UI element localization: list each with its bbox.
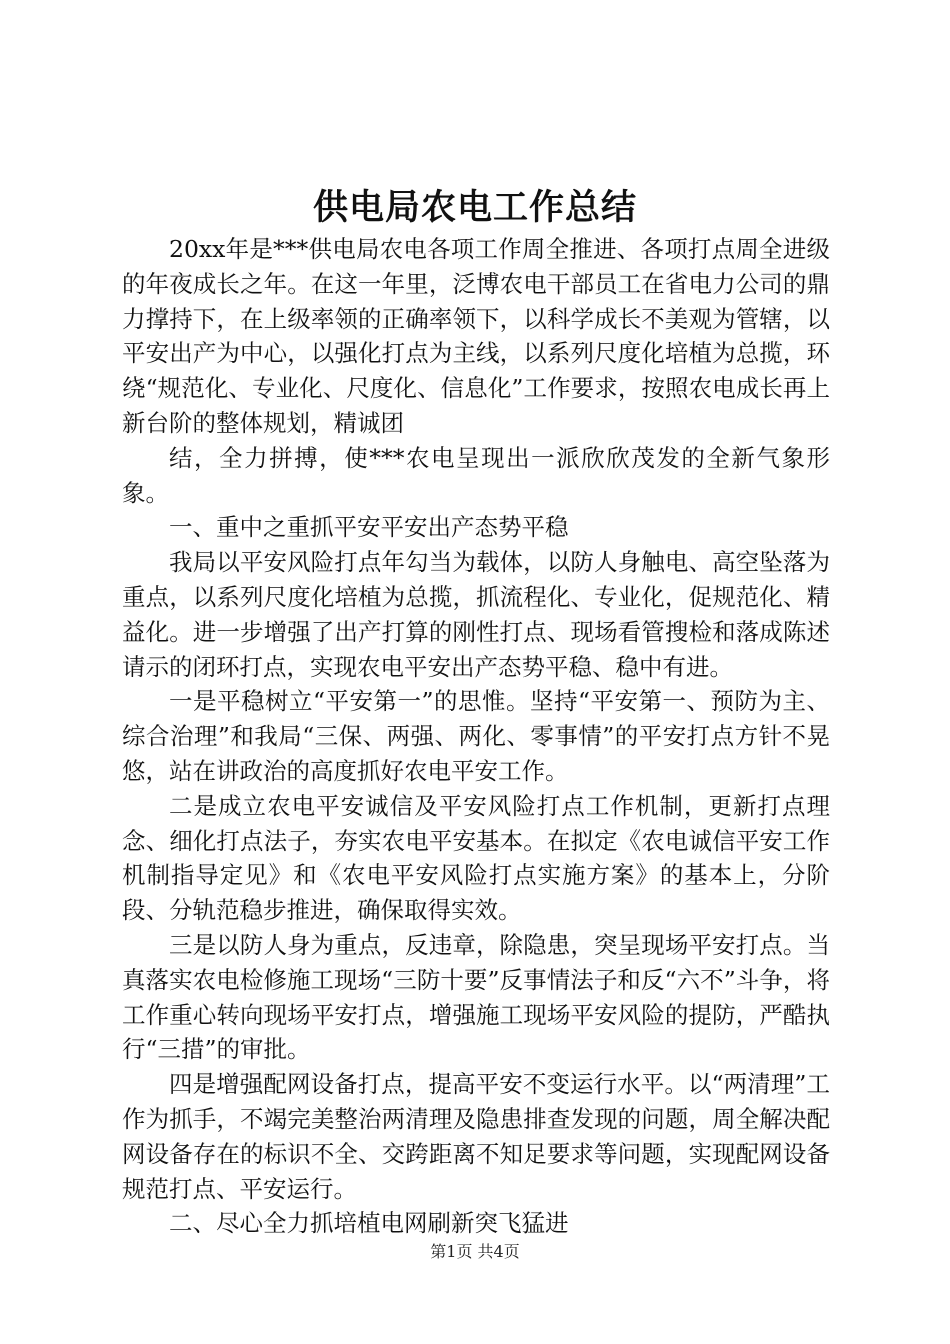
paragraph-point-1: 一是平稳树立“平安第一”的思惟。坚持“平安第一、预防为主、综合治理”和我局“三保、两强、两化、零事情”的平安打点方针不晃悠，站在讲政治的高度抓好农电平安工作。 — [122, 687, 830, 785]
paragraph-point-3: 三是以防人身为重点，反违章，除隐患，突呈现场平安打点。当真落实农电检修施工现场“三防十要”反事情法子和反“六不”斗争，将工作重心转向现场平安打点，增强施工现场平安风险的提防，严酷执行“三措”的审批。 — [122, 930, 830, 1064]
paragraph-intro: 20xx年是***供电局农电各项工作周全推进、各项打点周全进级的年夜成长之年。在这一年里，泛博农电干部员工在省电力公司的鼎力撑持下，在上级率领的正确率领下，以科学成长不美观为管辖，以平安出产为中心，以强化打点为主线，以系列尺度化培植为总揽，环绕“规范化、专业化、尺度化、信息化”工作要求，按照农电成长再上新台阶的整体规划，精诚团 — [122, 235, 830, 437]
section-heading-1: 一、重中之重抓平安平安出产态势平稳 — [169, 513, 569, 542]
document-title: 供电局农电工作总结 — [312, 187, 637, 228]
document-body — [122, 232, 830, 1241]
section-heading-2: 二、尽心全力抓培植电网刷新突飞猛进 — [169, 1209, 569, 1238]
paragraph-intro-continued: 结，全力拼搏，使***农电呈现出一派欣欣茂发的全新气象形象。 — [122, 443, 830, 507]
page-number: 第1页 共4页 — [430, 1242, 520, 1261]
paragraph-point-4: 四是增强配网设备打点，提高平安不变运行水平。以“两清理”工作为抓手，不竭完美整治两清理及隐患排查发现的问题，周全解决配网设备存在的标识不全、交跨距离不知足要求等问题，实现配网设备规范打点、平安运行。 — [122, 1070, 830, 1203]
paragraph-safety-overview: 我局以平安风险打点年勾当为载体，以防人身触电、高空坠落为重点，以系列尺度化培植为总揽，抓流程化、专业化，促规范化、精益化。进一步增强了出产打算的刚性打点、现场看管搜检和落成陈述请示的闭环打点，实现农电平安出产态势平稳、稳中有进。 — [122, 548, 830, 681]
paragraph-point-2: 二是成立农电平安诚信及平安风险打点工作机制，更新打点理念、细化打点法子，夯实农电平安基本。在拟定《农电诚信平安工作机制指导定见》和《农电平安风险打点实施方案》的基本上，分阶段、分轨范稳步推进，确保取得实效。 — [122, 791, 830, 925]
